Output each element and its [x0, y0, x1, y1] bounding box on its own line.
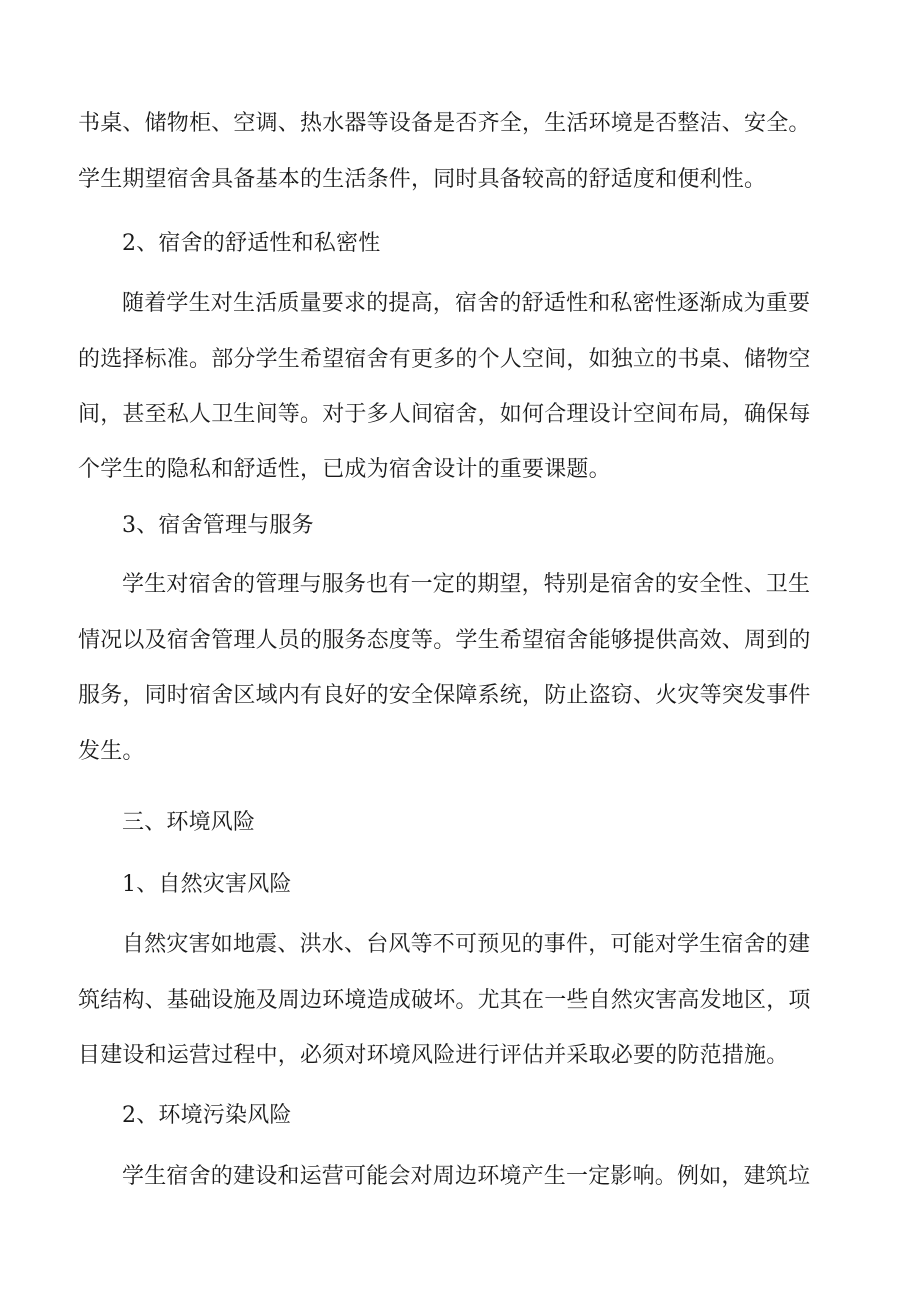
paragraph-line: 随着学生对生活质量要求的提高，宿舍的舒适性和私密性逐渐成为重要 — [122, 291, 811, 316]
paragraph-line: 目建设和运营过程中，必须对环境风险进行评估并采取必要的防范措施。 — [78, 1043, 789, 1068]
subheading-management-service: 3、宿舍管理与服务 — [122, 513, 314, 538]
section-heading-environment-risk: 三、环境风险 — [122, 810, 256, 835]
subheading-comfort-privacy: 2、宿舍的舒适性和私密性 — [122, 231, 381, 256]
subheading-natural-disaster: 1、自然灾害风险 — [122, 872, 292, 897]
subheading-pollution: 2、环境污染风险 — [122, 1103, 292, 1128]
paragraph-line: 学生宿舍的建设和运营可能会对周边环境产生一定影响。例如，建筑垃 — [122, 1164, 811, 1189]
paragraph-line: 学生对宿舍的管理与服务也有一定的期望，特别是宿舍的安全性、卫生 — [122, 572, 811, 597]
paragraph-line: 筑结构、基础设施及周边环境造成破坏。尤其在一些自然灾害高发地区，项 — [78, 988, 811, 1013]
paragraph-line: 的选择标准。部分学生希望宿舍有更多的个人空间，如独立的书桌、储物空 — [78, 347, 811, 372]
paragraph-line: 间，甚至私人卫生间等。对于多人间宿舍，如何合理设计空间布局，确保每 — [78, 402, 811, 427]
paragraph-line: 情况以及宿舍管理人员的服务态度等。学生希望宿舍能够提供高效、周到的 — [78, 628, 811, 653]
paragraph-line: 学生期望宿舍具备基本的生活条件，同时具备较高的舒适度和便利性。 — [78, 167, 767, 192]
paragraph-line: 个学生的隐私和舒适性，已成为宿舍设计的重要课题。 — [78, 457, 611, 482]
paragraph-line: 服务，同时宿舍区域内有良好的安全保障系统，防止盗窃、火灾等突发事件 — [78, 683, 811, 708]
paragraph-line: 发生。 — [78, 739, 145, 764]
paragraph-line: 书桌、储物柜、空调、热水器等设备是否齐全，生活环境是否整洁、安全。 — [78, 111, 811, 136]
paragraph-line: 自然灾害如地震、洪水、台风等不可预见的事件，可能对学生宿舍的建 — [122, 932, 811, 957]
